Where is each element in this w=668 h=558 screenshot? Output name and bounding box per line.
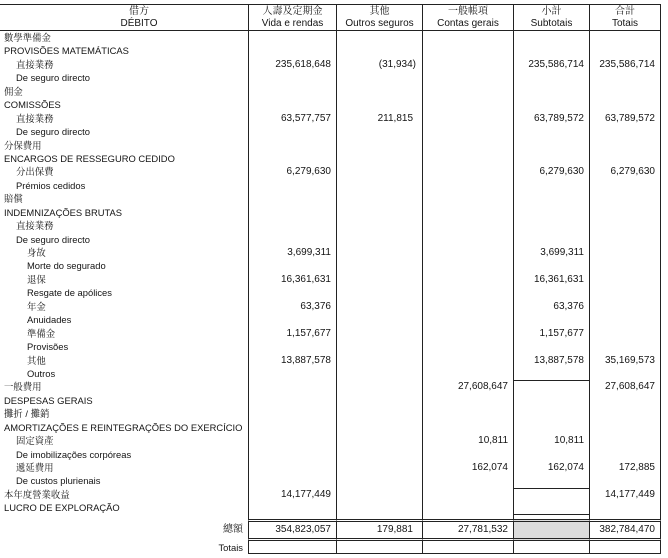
- totais-value: 6,279,630: [589, 165, 661, 178]
- table-row: [0, 165, 661, 178]
- outros-seguros-value: [336, 367, 422, 380]
- vida-e-rendas-value: [248, 152, 336, 165]
- outros-seguros-value: [336, 206, 422, 219]
- vida-e-rendas-value: [248, 125, 336, 138]
- column-header-pt: Vida e rendas: [261, 17, 324, 29]
- table-row: [0, 421, 661, 434]
- subtotais-value: [513, 448, 589, 461]
- outros-seguros-value: [336, 85, 422, 98]
- table-row: [0, 179, 661, 192]
- row-label-pt: ENCARGOS DE RESSEGURO CEDIDO: [4, 152, 175, 164]
- table-row: [0, 58, 661, 71]
- totals-label-pt: Totais: [218, 541, 243, 553]
- outros-seguros-value: [336, 394, 422, 407]
- outros-seguros-value: [336, 98, 422, 111]
- vida-e-rendas-value: 14,177,449: [248, 488, 336, 501]
- totais-value: 35,169,573: [589, 354, 661, 367]
- contas-gerais-value: [422, 354, 513, 367]
- subtotais-value: 6,279,630: [513, 165, 589, 178]
- table-row: [0, 407, 661, 420]
- subtotais-value: [513, 501, 589, 514]
- row-label-zh: 其他: [27, 354, 46, 366]
- table-row: [0, 474, 661, 487]
- row-label-zh: 分出保費: [16, 166, 54, 178]
- subtotais-value: [513, 192, 589, 205]
- row-label-zh: 直接業務: [16, 58, 54, 70]
- table-row: [0, 112, 661, 125]
- row-label-zh: 年金: [27, 300, 46, 312]
- column-header-zh: 其他: [369, 5, 390, 17]
- vida-e-rendas-value: [248, 421, 336, 434]
- column-header-pt: DÉBITO: [120, 17, 158, 29]
- table-row: [0, 488, 661, 501]
- row-label-zh: 賠償: [4, 193, 23, 205]
- row-label-pt: Resgate de apólices: [27, 287, 112, 299]
- totais-value: 14,177,449: [589, 488, 661, 501]
- vida-e-rendas-value: 6,279,630: [248, 165, 336, 178]
- outros-seguros-value: [336, 474, 422, 487]
- vida-e-rendas-value: [248, 313, 336, 326]
- column-header-zh: 小計: [541, 5, 562, 17]
- vida-e-rendas-value: [248, 461, 336, 474]
- row-label-zh: 數學準備金: [4, 32, 51, 43]
- totals-cell: [248, 541, 336, 554]
- vida-e-rendas-value: 63,577,757: [248, 112, 336, 125]
- outros-seguros-value: [336, 219, 422, 232]
- totais-value: [589, 139, 661, 152]
- subtotais-value: [513, 407, 589, 420]
- contas-gerais-value: [422, 313, 513, 326]
- table-row: [0, 501, 661, 514]
- vida-e-rendas-value: [248, 44, 336, 57]
- row-label-pt: Morte do segurado: [27, 260, 106, 272]
- totais-value: [589, 340, 661, 353]
- contas-gerais-value: [422, 501, 513, 514]
- totais-value: [589, 179, 661, 192]
- table-row: [0, 44, 661, 57]
- outros-seguros-value: [336, 488, 422, 501]
- row-label-pt: De seguro directo: [16, 233, 90, 245]
- column-header-vida-e-rendas: [248, 5, 336, 30]
- outros-seguros-value: [336, 300, 422, 313]
- table-row: [0, 313, 661, 326]
- vida-e-rendas-value: [248, 367, 336, 380]
- subtotais-value: 1,157,677: [513, 327, 589, 340]
- column-header-pt: Subtotais: [530, 17, 573, 29]
- contas-gerais-value: [422, 273, 513, 286]
- row-label-pt: De custos plurienais: [16, 475, 101, 487]
- table-row: [0, 354, 661, 367]
- totals-label-zh: 總額: [223, 523, 243, 535]
- subtotais-value: [513, 206, 589, 219]
- contas-gerais-value: [422, 233, 513, 246]
- row-label-pt: PROVISÕES MATEMÁTICAS: [4, 45, 129, 57]
- subtotais-value: [513, 233, 589, 246]
- column-header-pt: Contas gerais: [437, 17, 499, 29]
- contas-gerais-value: 162,074: [422, 461, 513, 474]
- outros-seguros-value: [336, 233, 422, 246]
- outros-seguros-value: [336, 192, 422, 205]
- contas-gerais-value: [422, 448, 513, 461]
- table-row: [0, 125, 661, 138]
- totais-value: 172,885: [589, 461, 661, 474]
- column-header-debito: [0, 5, 248, 30]
- row-label-pt: LUCRO DE EXPLORAÇÃO: [4, 502, 120, 514]
- totais-value: [589, 434, 661, 447]
- totais-value: [589, 273, 661, 286]
- table-row: [0, 152, 661, 165]
- outros-seguros-value: [336, 139, 422, 152]
- subtotais-value: [513, 179, 589, 192]
- column-header-contas-gerais: [422, 5, 513, 30]
- column-header-outros-seguros: [336, 5, 422, 30]
- outros-seguros-value: [336, 407, 422, 420]
- totais-value: [589, 206, 661, 219]
- row-label-pt: AMORTIZAÇÕES E REINTEGRAÇÕES DO EXERCÍCIO: [4, 421, 243, 433]
- vida-e-rendas-value: [248, 233, 336, 246]
- column-header-pt: Totais: [611, 17, 639, 29]
- table-row: [0, 300, 661, 313]
- contas-gerais-value: [422, 125, 513, 138]
- row-label-pt: De seguro directo: [16, 72, 90, 84]
- subtotais-value: [513, 139, 589, 152]
- table-row: [0, 327, 661, 340]
- contas-gerais-value: [422, 300, 513, 313]
- totais-value: [589, 286, 661, 299]
- totals-row: [0, 519, 661, 541]
- column-header-totais: [589, 5, 661, 30]
- totais-value: [589, 125, 661, 138]
- subtotais-value: [513, 394, 589, 407]
- vida-e-rendas-value: [248, 380, 336, 393]
- table-row: [0, 219, 661, 232]
- totais-value: [589, 501, 661, 514]
- row-label-zh: 直接業務: [16, 112, 54, 124]
- totais-value: [589, 421, 661, 434]
- vida-e-rendas-value: [248, 179, 336, 192]
- totais-value: 63,789,572: [589, 112, 661, 125]
- vida-e-rendas-value: [248, 85, 336, 98]
- totais-value: [589, 448, 661, 461]
- outros-seguros-value: [336, 246, 422, 259]
- subtotais-value: [513, 474, 589, 487]
- subtotais-value: [513, 125, 589, 138]
- total-subtotais-shaded: [513, 519, 589, 541]
- vida-e-rendas-value: [248, 98, 336, 111]
- row-label-zh: 準備金: [27, 327, 56, 339]
- subtotais-value: [513, 219, 589, 232]
- subtotais-value: 63,789,572: [513, 112, 589, 125]
- contas-gerais-value: [422, 139, 513, 152]
- subtotais-value: [513, 367, 589, 380]
- subtotais-value: 10,811: [513, 434, 589, 447]
- subtotais-value: [513, 421, 589, 434]
- totais-value: [589, 219, 661, 232]
- totais-value: 235,586,714: [589, 58, 661, 71]
- row-label-zh: 退保: [27, 273, 46, 285]
- vida-e-rendas-value: [248, 259, 336, 272]
- column-header-subtotais: [513, 5, 589, 30]
- subtotais-value: [513, 71, 589, 84]
- row-label-zh: 佣金: [4, 85, 23, 97]
- totais-value: [589, 98, 661, 111]
- row-label-pt: Provisões: [27, 341, 69, 353]
- table-row: [0, 340, 661, 353]
- totais-value: [589, 300, 661, 313]
- outros-seguros-value: [336, 31, 422, 44]
- row-label-zh: 身故: [27, 247, 46, 258]
- totais-value: [589, 407, 661, 420]
- debit-table: [0, 4, 661, 554]
- subtotais-value: 235,586,714: [513, 58, 589, 71]
- subtotais-value: [513, 152, 589, 165]
- vida-e-rendas-value: [248, 206, 336, 219]
- vida-e-rendas-value: [248, 192, 336, 205]
- contas-gerais-value: [422, 206, 513, 219]
- outros-seguros-value: [336, 434, 422, 447]
- table-row: [0, 259, 661, 272]
- table-row: [0, 380, 661, 393]
- vida-e-rendas-value: [248, 71, 336, 84]
- outros-seguros-value: [336, 421, 422, 434]
- contas-gerais-value: 27,608,647: [422, 380, 513, 393]
- table-row: [0, 434, 661, 447]
- outros-seguros-value: [336, 44, 422, 57]
- table-row: [0, 461, 661, 474]
- contas-gerais-value: [422, 85, 513, 98]
- subtotais-value: 63,376: [513, 300, 589, 313]
- vida-e-rendas-value: 16,361,631: [248, 273, 336, 286]
- contas-gerais-value: [422, 488, 513, 501]
- totais-value: [589, 313, 661, 326]
- contas-gerais-value: [422, 286, 513, 299]
- contas-gerais-value: [422, 246, 513, 259]
- totals-cell: [589, 541, 661, 554]
- contas-gerais-value: [422, 327, 513, 340]
- totais-value: [589, 367, 661, 380]
- vida-e-rendas-value: [248, 219, 336, 232]
- outros-seguros-value: [336, 501, 422, 514]
- total-totais: 382,784,470: [589, 519, 661, 541]
- table-row: [0, 448, 661, 461]
- outros-seguros-value: [336, 313, 422, 326]
- outros-seguros-value: [336, 259, 422, 272]
- subtotais-value: [513, 380, 589, 393]
- vida-e-rendas-value: 3,699,311: [248, 246, 336, 259]
- contas-gerais-value: [422, 394, 513, 407]
- contas-gerais-value: [422, 474, 513, 487]
- outros-seguros-value: [336, 152, 422, 165]
- contas-gerais-value: [422, 31, 513, 44]
- contas-gerais-value: [422, 421, 513, 434]
- subtotais-value: [513, 313, 589, 326]
- outros-seguros-value: [336, 380, 422, 393]
- outros-seguros-value: [336, 327, 422, 340]
- outros-seguros-value: [336, 125, 422, 138]
- vida-e-rendas-value: 1,157,677: [248, 327, 336, 340]
- outros-seguros-value: [336, 179, 422, 192]
- totais-value: [589, 259, 661, 272]
- subtotais-value: [513, 286, 589, 299]
- outros-seguros-value: 211,815: [336, 112, 422, 125]
- vida-e-rendas-value: [248, 474, 336, 487]
- outros-seguros-value: [336, 340, 422, 353]
- totais-value: [589, 474, 661, 487]
- outros-seguros-value: [336, 461, 422, 474]
- row-label-zh: 一般費用: [4, 381, 42, 393]
- vida-e-rendas-value: [248, 407, 336, 420]
- column-header-zh: 合計: [615, 5, 635, 17]
- row-label-zh: 直接業務: [16, 220, 54, 232]
- totais-value: [589, 192, 661, 205]
- totais-value: [589, 71, 661, 84]
- totais-value: [589, 327, 661, 340]
- subtotais-value: [513, 98, 589, 111]
- total-outros-seguros: 179,881: [336, 519, 422, 541]
- column-header-zh: 一般帳項: [448, 5, 488, 17]
- vida-e-rendas-value: [248, 286, 336, 299]
- contas-gerais-value: [422, 192, 513, 205]
- contas-gerais-value: [422, 152, 513, 165]
- row-label-pt: Prémios cedidos: [16, 179, 86, 191]
- row-label-pt: COMISSÕES: [4, 99, 61, 111]
- contas-gerais-value: [422, 112, 513, 125]
- vida-e-rendas-value: [248, 139, 336, 152]
- contas-gerais-value: [422, 219, 513, 232]
- vida-e-rendas-value: [248, 394, 336, 407]
- vida-e-rendas-value: 235,618,648: [248, 58, 336, 71]
- outros-seguros-value: [336, 165, 422, 178]
- table-row: [0, 139, 661, 152]
- totais-value: [589, 44, 661, 57]
- contas-gerais-value: [422, 58, 513, 71]
- outros-seguros-value: [336, 286, 422, 299]
- table-row: [0, 206, 661, 219]
- table-header: [0, 4, 661, 31]
- contas-gerais-value: [422, 179, 513, 192]
- totais-value: [589, 233, 661, 246]
- table-row: [0, 367, 661, 380]
- total-vida-e-rendas: 354,823,057: [248, 519, 336, 541]
- vida-e-rendas-value: [248, 31, 336, 44]
- totais-value: [589, 85, 661, 98]
- table-row: [0, 192, 661, 205]
- totais-value: [589, 31, 661, 44]
- row-label-zh: 攤折 / 攤銷: [4, 408, 50, 420]
- vida-e-rendas-value: [248, 501, 336, 514]
- contas-gerais-value: [422, 165, 513, 178]
- totals-cell: [336, 541, 422, 554]
- total-contas-gerais: 27,781,532: [422, 519, 513, 541]
- table-row: [0, 233, 661, 246]
- contas-gerais-value: [422, 71, 513, 84]
- subtotais-value: 162,074: [513, 461, 589, 474]
- vida-e-rendas-value: [248, 340, 336, 353]
- totais-value: 27,608,647: [589, 380, 661, 393]
- table-body: [0, 31, 661, 515]
- subtotais-value: 13,887,578: [513, 354, 589, 367]
- row-label-pt: De seguro directo: [16, 126, 90, 138]
- table-row: [0, 286, 661, 299]
- subtotais-value: 16,361,631: [513, 273, 589, 286]
- contas-gerais-value: [422, 98, 513, 111]
- totais-value: [589, 152, 661, 165]
- subtotais-value: [513, 488, 589, 501]
- contas-gerais-value: [422, 340, 513, 353]
- table-row: [0, 85, 661, 98]
- outros-seguros-value: [336, 273, 422, 286]
- totals-label-row: [0, 541, 661, 554]
- contas-gerais-value: [422, 367, 513, 380]
- totais-value: [589, 246, 661, 259]
- totals-cell: [422, 541, 513, 554]
- outros-seguros-value: [336, 448, 422, 461]
- table-row: [0, 31, 661, 44]
- subtotais-value: [513, 259, 589, 272]
- subtotais-value: [513, 31, 589, 44]
- row-label-pt: DESPESAS GERAIS: [4, 394, 93, 406]
- vida-e-rendas-value: 63,376: [248, 300, 336, 313]
- vida-e-rendas-value: 13,887,578: [248, 354, 336, 367]
- row-label-pt: Outros: [27, 367, 56, 379]
- row-label-pt: INDEMNIZAÇÕES BRUTAS: [4, 206, 123, 218]
- row-label-zh: 本年度營業收益: [4, 488, 70, 500]
- contas-gerais-value: [422, 44, 513, 57]
- table-row: [0, 71, 661, 84]
- outros-seguros-value: [336, 71, 422, 84]
- contas-gerais-value: 10,811: [422, 434, 513, 447]
- row-label-pt: De imobilizações corpóreas: [16, 448, 132, 460]
- row-label-zh: 分保費用: [4, 139, 42, 151]
- table-row: [0, 246, 661, 259]
- contas-gerais-value: [422, 407, 513, 420]
- contas-gerais-value: [422, 259, 513, 272]
- totals-cell: [513, 541, 589, 554]
- subtotais-value: [513, 44, 589, 57]
- outros-seguros-value: (31,934): [336, 58, 422, 71]
- row-label-zh: 固定資產: [16, 435, 54, 447]
- table-row: [0, 394, 661, 407]
- subtotais-value: 3,699,311: [513, 246, 589, 259]
- row-label-pt: Anuidades: [27, 314, 72, 326]
- table-row: [0, 273, 661, 286]
- column-header-zh: 人壽及定期金: [262, 5, 323, 17]
- vida-e-rendas-value: [248, 434, 336, 447]
- column-header-pt: Outros seguros: [345, 17, 414, 29]
- subtotais-value: [513, 85, 589, 98]
- table-row: [0, 98, 661, 111]
- subtotais-value: [513, 340, 589, 353]
- vida-e-rendas-value: [248, 448, 336, 461]
- totais-value: [589, 394, 661, 407]
- row-label-zh: 遞延費用: [16, 462, 54, 473]
- outros-seguros-value: [336, 354, 422, 367]
- column-header-zh: 借方: [129, 5, 149, 17]
